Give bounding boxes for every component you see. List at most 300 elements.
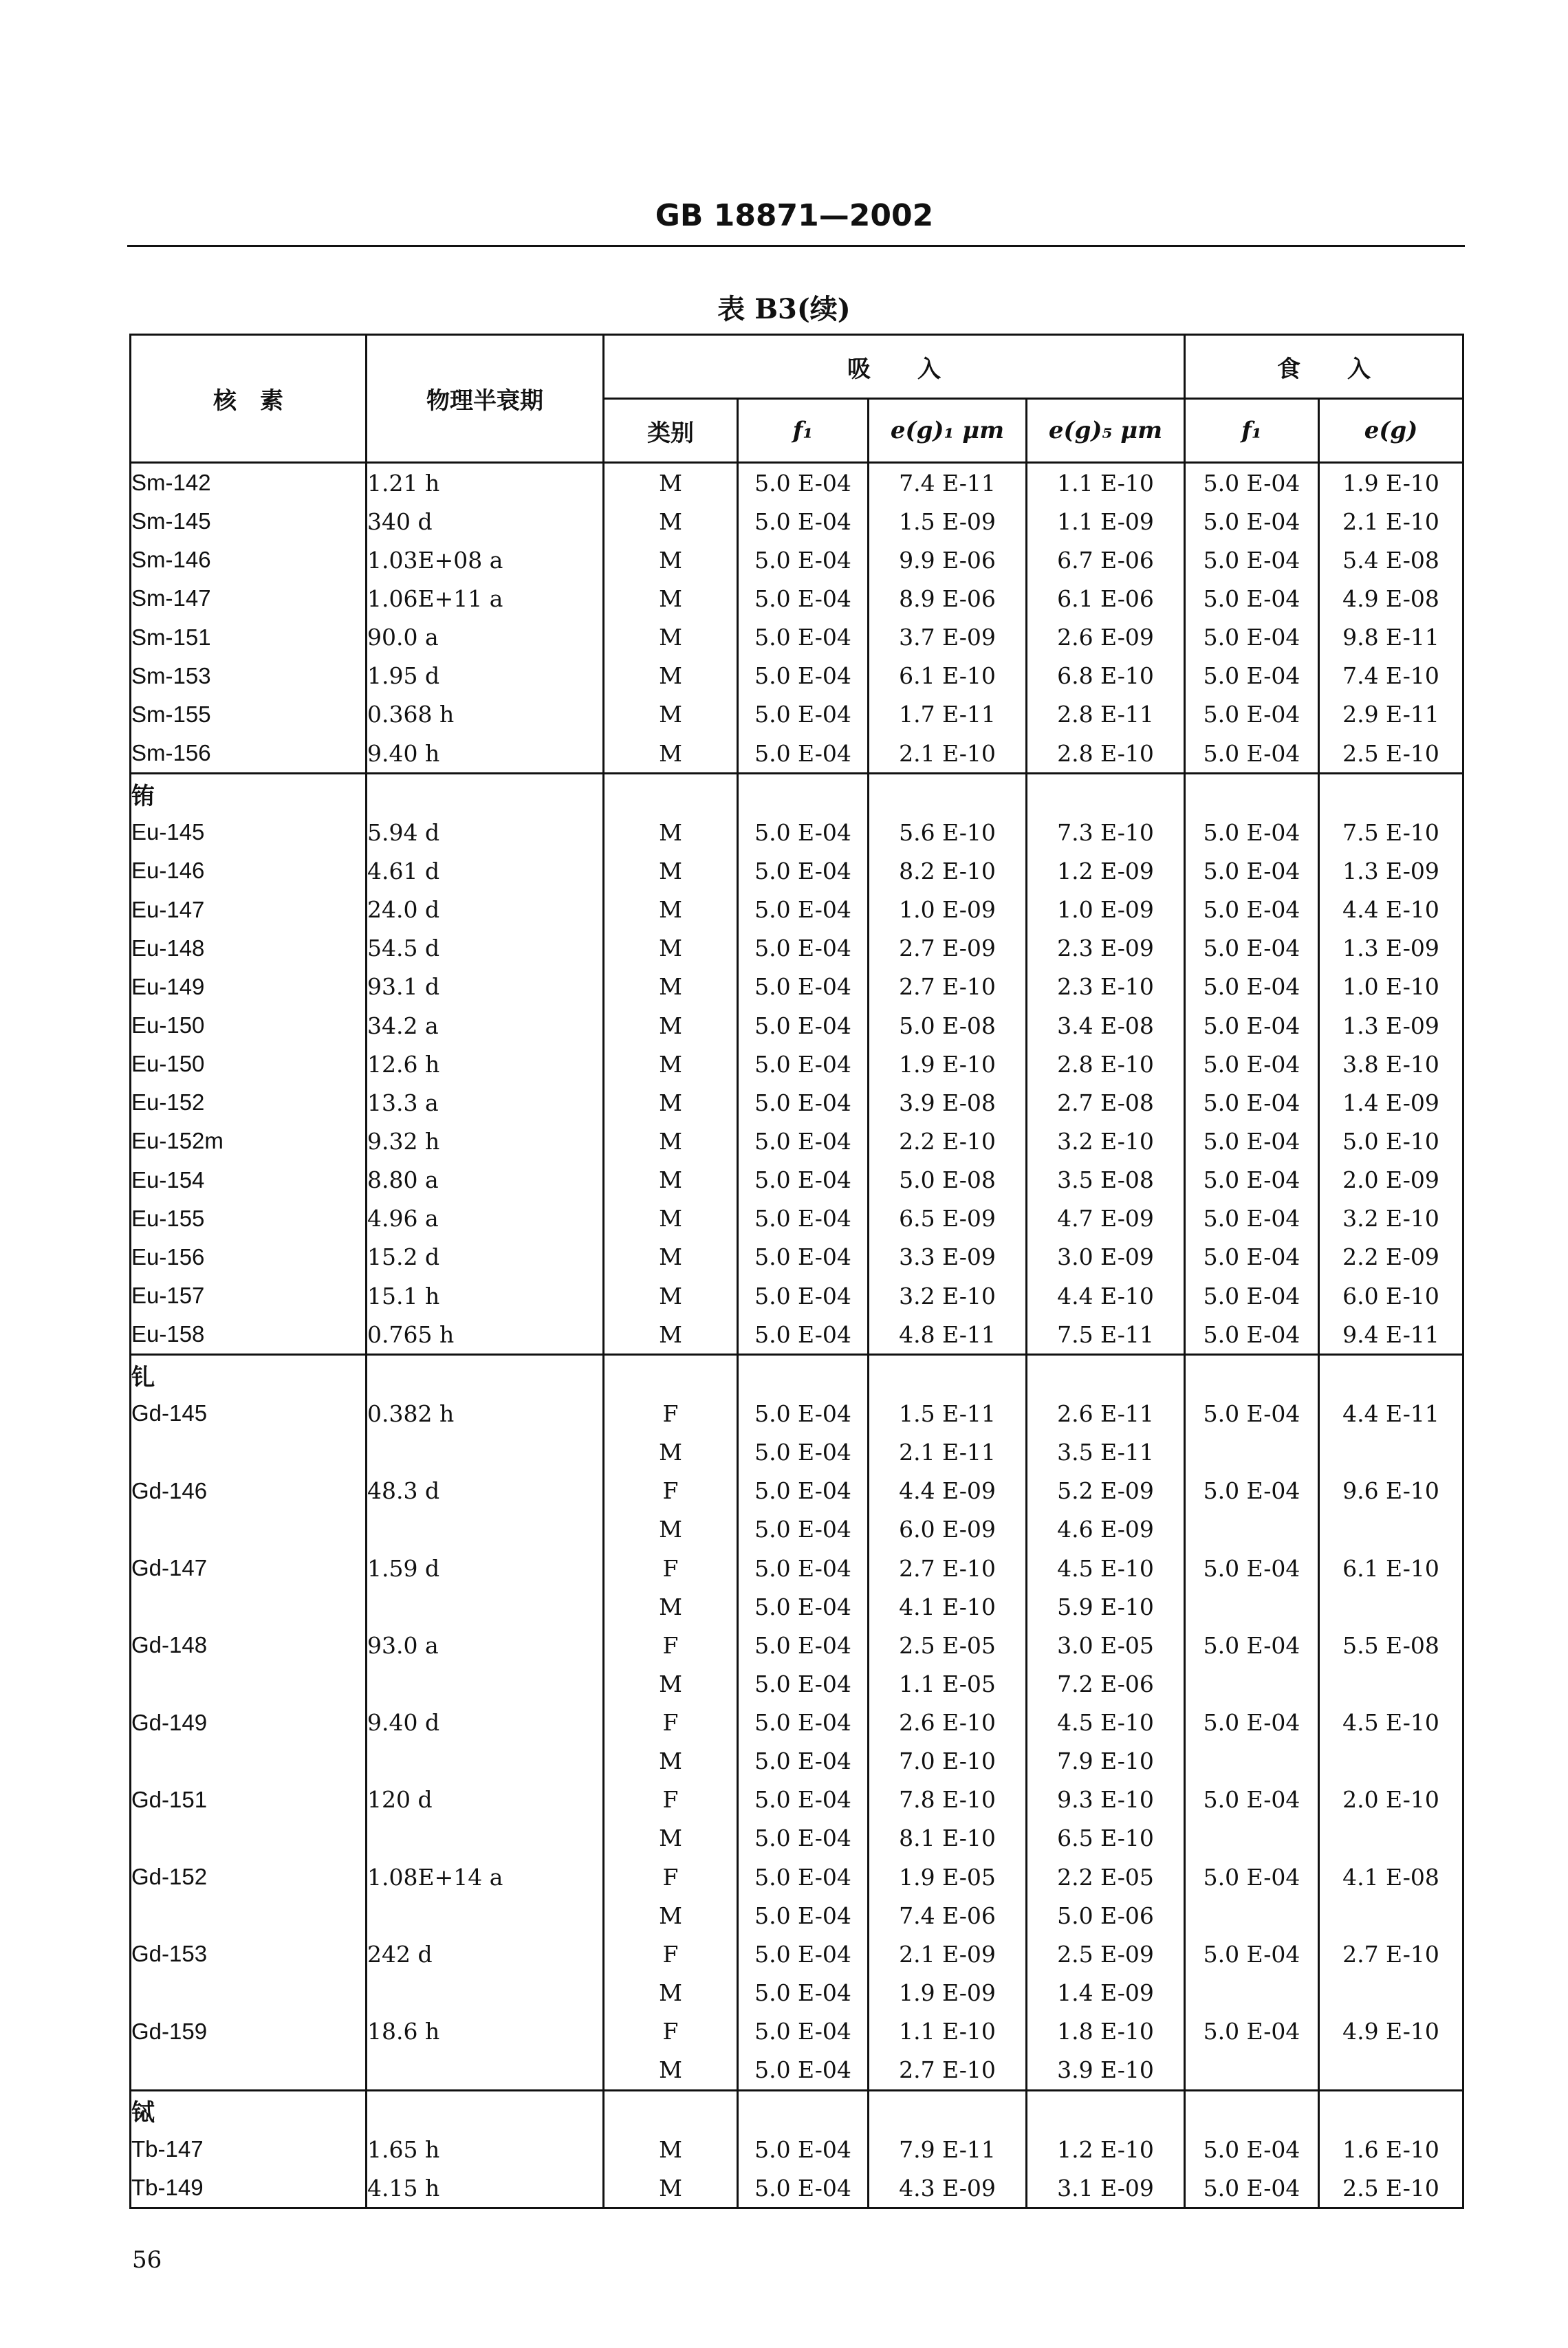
- half-life-cell: 4.61 d: [367, 851, 604, 890]
- f1-cell: 5.0 E-04: [738, 463, 869, 503]
- table-row: [131, 463, 1463, 503]
- eg-1um-cell: 2.7 E-10: [869, 968, 1027, 1006]
- eg-1um-cell: 2.7 E-10: [869, 2051, 1027, 2091]
- nuclide-cell: Sm-153: [131, 657, 367, 695]
- class-cell: M: [604, 1664, 738, 1703]
- f1-ingestion-cell: 5.0 E-04: [1185, 1276, 1319, 1315]
- eg-5um-cell: 7.2 E-06: [1027, 1664, 1185, 1703]
- eg-ingestion-cell: 2.5 E-10: [1319, 734, 1463, 774]
- element-group-label: 钆: [131, 1355, 367, 1395]
- nuclide-cell: Gd-145: [131, 1394, 367, 1433]
- half-life-cell: 1.08E+14 a: [367, 1858, 604, 1896]
- half-life-cell: 4.96 a: [367, 1199, 604, 1238]
- f1-ingestion-cell: 5.0 E-04: [1185, 1238, 1319, 1276]
- nuclide-cell: [131, 1819, 367, 1858]
- nuclide-cell: Gd-159: [131, 2012, 367, 2051]
- eg-5um-cell: 6.7 E-06: [1027, 541, 1185, 579]
- f1-cell: 5.0 E-04: [738, 2130, 869, 2168]
- standard-header: GB 18871—2002: [655, 198, 934, 233]
- f1-cell: 5.0 E-04: [738, 1626, 869, 1664]
- class-cell: M: [604, 1742, 738, 1781]
- table-row: [131, 1083, 1463, 1122]
- eg-1um-cell: 9.9 E-06: [869, 541, 1027, 579]
- half-life-cell: [367, 1433, 604, 1472]
- nuclide-cell: [131, 1664, 367, 1703]
- f1-cell: 5.0 E-04: [738, 1433, 869, 1472]
- f1-ingestion-cell: 5.0 E-04: [1185, 1626, 1319, 1664]
- f1-ingestion-cell: 5.0 E-04: [1185, 1549, 1319, 1587]
- col-header-eg-5um: e(g)₅ μm: [1027, 399, 1185, 463]
- nuclide-cell: Eu-147: [131, 891, 367, 929]
- f1-cell: 5.0 E-04: [738, 1819, 869, 1858]
- eg-1um-cell: 6.0 E-09: [869, 1510, 1027, 1549]
- f1-ingestion-cell: 5.0 E-04: [1185, 1704, 1319, 1742]
- empty-cell: [738, 2090, 869, 2130]
- empty-cell: [738, 774, 869, 814]
- eg-1um-cell: 2.6 E-10: [869, 1704, 1027, 1742]
- eg-1um-cell: 8.2 E-10: [869, 851, 1027, 890]
- eg-1um-cell: 1.9 E-09: [869, 1973, 1027, 2012]
- eg-1um-cell: 1.0 E-09: [869, 891, 1027, 929]
- nuclide-cell: Eu-152m: [131, 1122, 367, 1160]
- empty-cell: [604, 2090, 738, 2130]
- eg-5um-cell: 3.9 E-10: [1027, 2051, 1185, 2091]
- half-life-cell: [367, 1896, 604, 1935]
- f1-cell: 5.0 E-04: [738, 851, 869, 890]
- table-row: [131, 1704, 1463, 1742]
- f1-cell: 5.0 E-04: [738, 657, 869, 695]
- table-row: [131, 1664, 1463, 1703]
- empty-cell: [1319, 2090, 1463, 2130]
- f1-cell: 5.0 E-04: [738, 813, 869, 851]
- col-header-ingestion: 食 入: [1185, 335, 1463, 399]
- eg-5um-cell: 3.5 E-11: [1027, 1433, 1185, 1472]
- eg-5um-cell: 4.5 E-10: [1027, 1549, 1185, 1587]
- class-cell: M: [604, 1896, 738, 1935]
- nuclide-cell: [131, 1896, 367, 1935]
- empty-cell: [604, 774, 738, 814]
- element-group-row: [131, 774, 1463, 814]
- f1-ingestion-cell: 5.0 E-04: [1185, 1045, 1319, 1083]
- nuclide-cell: Sm-151: [131, 618, 367, 657]
- empty-cell: [869, 774, 1027, 814]
- half-life-cell: 1.65 h: [367, 2130, 604, 2168]
- eg-ingestion-cell: [1319, 2051, 1463, 2091]
- table-row: [131, 1896, 1463, 1935]
- f1-cell: 5.0 E-04: [738, 579, 869, 618]
- half-life-cell: 0.368 h: [367, 695, 604, 734]
- f1-cell: 5.0 E-04: [738, 1238, 869, 1276]
- table-row: [131, 1819, 1463, 1858]
- f1-cell: 5.0 E-04: [738, 1587, 869, 1626]
- eg-ingestion-cell: [1319, 1433, 1463, 1472]
- eg-ingestion-cell: [1319, 1819, 1463, 1858]
- f1-ingestion-cell: 5.0 E-04: [1185, 1006, 1319, 1045]
- f1-cell: 5.0 E-04: [738, 1472, 869, 1510]
- table-row: [131, 1626, 1463, 1664]
- class-cell: F: [604, 1472, 738, 1510]
- eg-5um-cell: 2.5 E-09: [1027, 1935, 1185, 1973]
- eg-1um-cell: 3.9 E-08: [869, 1083, 1027, 1122]
- f1-ingestion-cell: 5.0 E-04: [1185, 1315, 1319, 1355]
- nuclide-cell: [131, 1587, 367, 1626]
- half-life-cell: 242 d: [367, 1935, 604, 1973]
- eg-5um-cell: 2.8 E-10: [1027, 734, 1185, 774]
- class-cell: M: [604, 1587, 738, 1626]
- nuclide-cell: Tb-149: [131, 2168, 367, 2208]
- eg-1um-cell: 2.7 E-09: [869, 929, 1027, 968]
- table-row: [131, 929, 1463, 968]
- class-cell: M: [604, 1819, 738, 1858]
- class-cell: M: [604, 657, 738, 695]
- eg-ingestion-cell: 3.8 E-10: [1319, 1045, 1463, 1083]
- f1-ingestion-cell: 5.0 E-04: [1185, 1781, 1319, 1819]
- eg-5um-cell: 4.6 E-09: [1027, 1510, 1185, 1549]
- half-life-cell: 1.06E+11 a: [367, 579, 604, 618]
- half-life-cell: [367, 1664, 604, 1703]
- f1-cell: 5.0 E-04: [738, 1704, 869, 1742]
- eg-1um-cell: 2.1 E-09: [869, 1935, 1027, 1973]
- f1-ingestion-cell: 5.0 E-04: [1185, 1083, 1319, 1122]
- half-life-cell: 54.5 d: [367, 929, 604, 968]
- table-row: [131, 1199, 1463, 1238]
- class-cell: M: [604, 734, 738, 774]
- table-row: [131, 2168, 1463, 2208]
- eg-1um-cell: 1.7 E-11: [869, 695, 1027, 734]
- class-cell: F: [604, 1781, 738, 1819]
- nuclide-cell: Eu-155: [131, 1199, 367, 1238]
- eg-ingestion-cell: [1319, 1973, 1463, 2012]
- eg-5um-cell: 3.0 E-05: [1027, 1626, 1185, 1664]
- f1-cell: 5.0 E-04: [738, 1276, 869, 1315]
- f1-ingestion-cell: 5.0 E-04: [1185, 695, 1319, 734]
- eg-ingestion-cell: [1319, 1742, 1463, 1781]
- eg-ingestion-cell: 1.9 E-10: [1319, 463, 1463, 503]
- f1-cell: 5.0 E-04: [738, 1896, 869, 1935]
- eg-5um-cell: 5.0 E-06: [1027, 1896, 1185, 1935]
- f1-ingestion-cell: [1185, 1510, 1319, 1549]
- eg-5um-cell: 6.1 E-06: [1027, 579, 1185, 618]
- eg-5um-cell: 3.1 E-09: [1027, 2168, 1185, 2208]
- empty-cell: [604, 1355, 738, 1395]
- eg-ingestion-cell: 3.2 E-10: [1319, 1199, 1463, 1238]
- f1-cell: 5.0 E-04: [738, 1122, 869, 1160]
- empty-cell: [869, 1355, 1027, 1395]
- nuclide-cell: Eu-150: [131, 1045, 367, 1083]
- class-cell: M: [604, 1276, 738, 1315]
- class-cell: M: [604, 813, 738, 851]
- header-rule: [127, 245, 1465, 247]
- table-row: [131, 891, 1463, 929]
- class-cell: M: [604, 1122, 738, 1160]
- f1-cell: 5.0 E-04: [738, 1935, 869, 1973]
- table-row: [131, 1122, 1463, 1160]
- eg-5um-cell: 3.0 E-09: [1027, 1238, 1185, 1276]
- table-row: [131, 1238, 1463, 1276]
- f1-ingestion-cell: 5.0 E-04: [1185, 1394, 1319, 1433]
- f1-ingestion-cell: 5.0 E-04: [1185, 734, 1319, 774]
- nuclide-cell: Eu-146: [131, 851, 367, 890]
- nuclide-cell: [131, 1973, 367, 2012]
- col-header-eg-1um: e(g)₁ μm: [869, 399, 1027, 463]
- eg-ingestion-cell: 2.0 E-09: [1319, 1161, 1463, 1199]
- class-cell: M: [604, 1973, 738, 2012]
- empty-cell: [1185, 2090, 1319, 2130]
- eg-5um-cell: 2.6 E-09: [1027, 618, 1185, 657]
- f1-cell: 5.0 E-04: [738, 1781, 869, 1819]
- f1-ingestion-cell: 5.0 E-04: [1185, 929, 1319, 968]
- f1-cell: 5.0 E-04: [738, 2051, 869, 2091]
- table-row: [131, 1394, 1463, 1433]
- half-life-cell: 1.95 d: [367, 657, 604, 695]
- half-life-cell: 1.59 d: [367, 1549, 604, 1587]
- eg-1um-cell: 2.5 E-05: [869, 1626, 1027, 1664]
- f1-ingestion-cell: 5.0 E-04: [1185, 1199, 1319, 1238]
- eg-5um-cell: 3.4 E-08: [1027, 1006, 1185, 1045]
- eg-1um-cell: 5.0 E-08: [869, 1006, 1027, 1045]
- eg-5um-cell: 6.5 E-10: [1027, 1819, 1185, 1858]
- eg-ingestion-cell: 7.4 E-10: [1319, 657, 1463, 695]
- f1-cell: 5.0 E-04: [738, 1083, 869, 1122]
- eg-5um-cell: 1.1 E-10: [1027, 463, 1185, 503]
- eg-5um-cell: 2.7 E-08: [1027, 1083, 1185, 1122]
- eg-ingestion-cell: 6.0 E-10: [1319, 1276, 1463, 1315]
- half-life-cell: [367, 1587, 604, 1626]
- nuclide-cell: Gd-151: [131, 1781, 367, 1819]
- f1-cell: 5.0 E-04: [738, 968, 869, 1006]
- table-body: [131, 463, 1463, 2208]
- f1-ingestion-cell: 5.0 E-04: [1185, 1161, 1319, 1199]
- eg-1um-cell: 6.1 E-10: [869, 657, 1027, 695]
- eg-ingestion-cell: 1.3 E-09: [1319, 929, 1463, 968]
- nuclide-cell: Sm-146: [131, 541, 367, 579]
- class-cell: M: [604, 1199, 738, 1238]
- class-cell: M: [604, 1238, 738, 1276]
- eg-5um-cell: 2.6 E-11: [1027, 1394, 1185, 1433]
- class-cell: M: [604, 1083, 738, 1122]
- empty-cell: [1027, 774, 1185, 814]
- eg-ingestion-cell: 6.1 E-10: [1319, 1549, 1463, 1587]
- nuclide-cell: Eu-157: [131, 1276, 367, 1315]
- element-group-label: 铕: [131, 774, 367, 814]
- half-life-cell: 48.3 d: [367, 1472, 604, 1510]
- eg-5um-cell: 2.2 E-05: [1027, 1858, 1185, 1896]
- eg-ingestion-cell: [1319, 1510, 1463, 1549]
- col-header-class: 类别: [604, 399, 738, 463]
- eg-5um-cell: 6.8 E-10: [1027, 657, 1185, 695]
- table-row: [131, 968, 1463, 1006]
- f1-ingestion-cell: [1185, 1819, 1319, 1858]
- eg-ingestion-cell: 1.0 E-10: [1319, 968, 1463, 1006]
- eg-ingestion-cell: 5.5 E-08: [1319, 1626, 1463, 1664]
- half-life-cell: 0.765 h: [367, 1315, 604, 1355]
- half-life-cell: [367, 1742, 604, 1781]
- half-life-cell: 1.21 h: [367, 463, 604, 503]
- empty-cell: [1319, 774, 1463, 814]
- class-cell: M: [604, 1433, 738, 1472]
- col-header-inhalation: 吸 入: [604, 335, 1185, 399]
- eg-ingestion-cell: 4.4 E-10: [1319, 891, 1463, 929]
- empty-cell: [869, 2090, 1027, 2130]
- eg-1um-cell: 4.1 E-10: [869, 1587, 1027, 1626]
- half-life-cell: 15.2 d: [367, 1238, 604, 1276]
- eg-ingestion-cell: 5.4 E-08: [1319, 541, 1463, 579]
- f1-ingestion-cell: 5.0 E-04: [1185, 1122, 1319, 1160]
- class-cell: M: [604, 2130, 738, 2168]
- table-row: [131, 657, 1463, 695]
- half-life-cell: 0.382 h: [367, 1394, 604, 1433]
- empty-cell: [367, 774, 604, 814]
- element-group-label: 铽: [131, 2090, 367, 2130]
- nuclide-cell: Sm-156: [131, 734, 367, 774]
- table-row: [131, 502, 1463, 541]
- f1-cell: 5.0 E-04: [738, 1161, 869, 1199]
- eg-ingestion-cell: 4.1 E-08: [1319, 1858, 1463, 1896]
- f1-ingestion-cell: 5.0 E-04: [1185, 851, 1319, 890]
- nuclide-cell: Eu-149: [131, 968, 367, 1006]
- f1-ingestion-cell: 5.0 E-04: [1185, 813, 1319, 851]
- eg-5um-cell: 1.4 E-09: [1027, 1973, 1185, 2012]
- table-row: [131, 1276, 1463, 1315]
- eg-1um-cell: 4.4 E-09: [869, 1472, 1027, 1510]
- eg-1um-cell: 1.5 E-09: [869, 502, 1027, 541]
- half-life-cell: [367, 1819, 604, 1858]
- empty-cell: [738, 1355, 869, 1395]
- half-life-cell: 18.6 h: [367, 2012, 604, 2051]
- nuclide-cell: Gd-147: [131, 1549, 367, 1587]
- nuclide-cell: Eu-152: [131, 1083, 367, 1122]
- f1-cell: 5.0 E-04: [738, 1664, 869, 1703]
- eg-ingestion-cell: [1319, 1896, 1463, 1935]
- eg-ingestion-cell: 4.9 E-10: [1319, 2012, 1463, 2051]
- f1-ingestion-cell: 5.0 E-04: [1185, 891, 1319, 929]
- eg-1um-cell: 1.9 E-10: [869, 1045, 1027, 1083]
- half-life-cell: 90.0 a: [367, 618, 604, 657]
- eg-ingestion-cell: 7.5 E-10: [1319, 813, 1463, 851]
- eg-5um-cell: 1.2 E-10: [1027, 2130, 1185, 2168]
- eg-5um-cell: 3.2 E-10: [1027, 1122, 1185, 1160]
- f1-cell: 5.0 E-04: [738, 502, 869, 541]
- f1-ingestion-cell: [1185, 1896, 1319, 1935]
- eg-1um-cell: 2.7 E-10: [869, 1549, 1027, 1587]
- half-life-cell: 5.94 d: [367, 813, 604, 851]
- class-cell: M: [604, 1510, 738, 1549]
- class-cell: M: [604, 1006, 738, 1045]
- class-cell: M: [604, 929, 738, 968]
- half-life-cell: [367, 1510, 604, 1549]
- eg-ingestion-cell: 1.6 E-10: [1319, 2130, 1463, 2168]
- half-life-cell: 24.0 d: [367, 891, 604, 929]
- table-row: [131, 813, 1463, 851]
- empty-cell: [1185, 1355, 1319, 1395]
- half-life-cell: 15.1 h: [367, 1276, 604, 1315]
- eg-5um-cell: 1.0 E-09: [1027, 891, 1185, 929]
- eg-1um-cell: 1.1 E-05: [869, 1664, 1027, 1703]
- col-header-f1-ingestion: f₁: [1185, 399, 1319, 463]
- nuclide-cell: Tb-147: [131, 2130, 367, 2168]
- f1-ingestion-cell: [1185, 1742, 1319, 1781]
- half-life-cell: 9.32 h: [367, 1122, 604, 1160]
- f1-ingestion-cell: 5.0 E-04: [1185, 463, 1319, 503]
- f1-cell: 5.0 E-04: [738, 1858, 869, 1896]
- half-life-cell: 34.2 a: [367, 1006, 604, 1045]
- nuclide-cell: Gd-146: [131, 1472, 367, 1510]
- class-cell: M: [604, 618, 738, 657]
- eg-ingestion-cell: 4.4 E-11: [1319, 1394, 1463, 1433]
- half-life-cell: 93.0 a: [367, 1626, 604, 1664]
- eg-1um-cell: 2.1 E-11: [869, 1433, 1027, 1472]
- eg-1um-cell: 3.3 E-09: [869, 1238, 1027, 1276]
- table-row: [131, 851, 1463, 890]
- eg-1um-cell: 7.9 E-11: [869, 2130, 1027, 2168]
- nuclide-cell: Sm-142: [131, 463, 367, 503]
- eg-5um-cell: 2.8 E-11: [1027, 695, 1185, 734]
- class-cell: M: [604, 851, 738, 890]
- table-row: [131, 579, 1463, 618]
- f1-ingestion-cell: 5.0 E-04: [1185, 657, 1319, 695]
- nuclide-cell: [131, 1510, 367, 1549]
- class-cell: M: [604, 2051, 738, 2091]
- table-caption: 表 B3(续): [717, 293, 851, 325]
- table-row: [131, 1973, 1463, 2012]
- class-cell: M: [604, 2168, 738, 2208]
- dose-coefficient-table: [129, 334, 1464, 2209]
- f1-cell: 5.0 E-04: [738, 1006, 869, 1045]
- table-row: [131, 1472, 1463, 1510]
- empty-cell: [1185, 774, 1319, 814]
- table-row: [131, 695, 1463, 734]
- class-cell: M: [604, 541, 738, 579]
- col-header-eg: e(g): [1319, 399, 1463, 463]
- f1-ingestion-cell: 5.0 E-04: [1185, 618, 1319, 657]
- eg-5um-cell: 5.2 E-09: [1027, 1472, 1185, 1510]
- page-number: 56: [132, 2246, 162, 2274]
- half-life-cell: 13.3 a: [367, 1083, 604, 1122]
- half-life-cell: 120 d: [367, 1781, 604, 1819]
- eg-1um-cell: 5.6 E-10: [869, 813, 1027, 851]
- eg-1um-cell: 8.1 E-10: [869, 1819, 1027, 1858]
- f1-cell: 5.0 E-04: [738, 734, 869, 774]
- eg-1um-cell: 2.2 E-10: [869, 1122, 1027, 1160]
- f1-ingestion-cell: 5.0 E-04: [1185, 1472, 1319, 1510]
- eg-ingestion-cell: 9.6 E-10: [1319, 1472, 1463, 1510]
- f1-ingestion-cell: 5.0 E-04: [1185, 2130, 1319, 2168]
- eg-1um-cell: 7.4 E-06: [869, 1896, 1027, 1935]
- f1-cell: 5.0 E-04: [738, 929, 869, 968]
- f1-ingestion-cell: 5.0 E-04: [1185, 579, 1319, 618]
- eg-1um-cell: 6.5 E-09: [869, 1199, 1027, 1238]
- class-cell: F: [604, 1549, 738, 1587]
- half-life-cell: 4.15 h: [367, 2168, 604, 2208]
- eg-1um-cell: 7.8 E-10: [869, 1781, 1027, 1819]
- eg-ingestion-cell: 2.7 E-10: [1319, 1935, 1463, 1973]
- f1-cell: 5.0 E-04: [738, 2168, 869, 2208]
- class-cell: M: [604, 463, 738, 503]
- class-cell: F: [604, 2012, 738, 2051]
- nuclide-cell: [131, 2051, 367, 2091]
- nuclide-cell: Eu-145: [131, 813, 367, 851]
- eg-1um-cell: 5.0 E-08: [869, 1161, 1027, 1199]
- eg-ingestion-cell: [1319, 1587, 1463, 1626]
- eg-1um-cell: 4.3 E-09: [869, 2168, 1027, 2208]
- table-row: [131, 1006, 1463, 1045]
- eg-ingestion-cell: 5.0 E-10: [1319, 1122, 1463, 1160]
- f1-ingestion-cell: 5.0 E-04: [1185, 1935, 1319, 1973]
- eg-5um-cell: 4.4 E-10: [1027, 1276, 1185, 1315]
- eg-ingestion-cell: 9.8 E-11: [1319, 618, 1463, 657]
- nuclide-cell: [131, 1742, 367, 1781]
- f1-cell: 5.0 E-04: [738, 541, 869, 579]
